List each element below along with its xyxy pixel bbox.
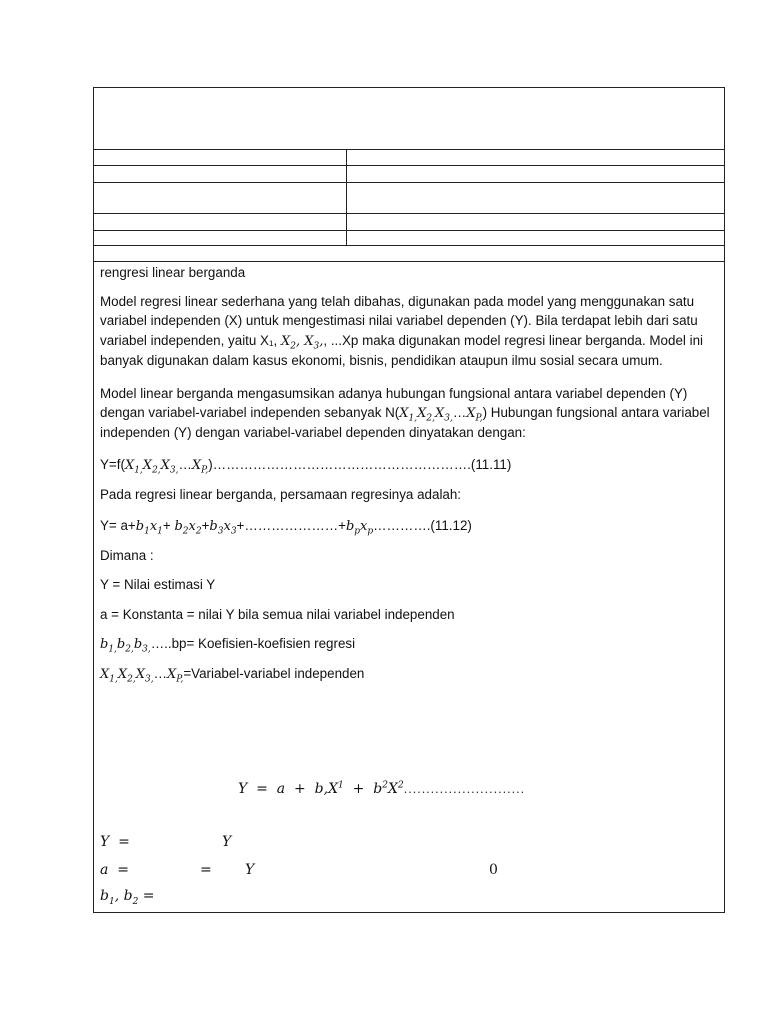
table-rule: [94, 213, 724, 214]
document-body: [100, 263, 716, 684]
table-rule: [94, 149, 724, 150]
definition-a: a = Konstanta = nilai Y bila semua nilai variabel independen: [100, 606, 455, 622]
paragraph-assumption: Model linear berganda mengasumsikan adanya hubungan fungsional antara variabel dependen (Y) dengan variabel-variabel independen sebanyak $N(X_{1,}X_{2,}X_{3,}\dots X_{P,})$ Hubungan fungsional antara variabel independen (Y) dengan variabel-variabel dependen dinyatakan dengan:: [100, 386, 710, 441]
table-rule: [94, 182, 724, 183]
legend-y-value: Y: [222, 834, 232, 850]
table-rule: [94, 245, 724, 246]
legend-a-zero: 0: [489, 862, 498, 878]
equation-11-11: $Y=f(X_{1,}X_{2,}X_{3,}\dots X_{P,})\dots\dots\dots\dots\dots\dots\dots\dots\dots\dots\dots\dots\dots\dots\dots\dots\dots\dots\dots.(11.11)$: [100, 456, 512, 476]
dimana-label: Dimana :: [100, 548, 154, 564]
definition-x: $X_{1,}X_{2,}X_{3,}\dots X_{P,}=Variabel$-variabel independen: [100, 666, 365, 685]
table-rule: [94, 230, 724, 231]
table-column-divider: [346, 149, 347, 245]
definition-y: Y = Nilai estimasi Y: [100, 577, 216, 593]
legend-b-symbol: $b_1$, $b_2$ =: [100, 888, 155, 907]
legend-a-value: Y: [245, 862, 255, 878]
table-rule: [94, 261, 724, 262]
document-frame: [93, 87, 725, 913]
section-heading: rengresi linear berganda: [100, 265, 246, 280]
paragraph-intro: Model regresi linear sederhana yang telah dibahas, digunakan pada model yang menggunakan satu variabel independen (X) untuk mengestimasi nilai variabel dependen (Y). Bila terdapat lebih dari satu variabel independen, yaitu X₁, $X_2$, $X_3$,, ...Xp maka digunakan model regresi linear berganda. Model ini banyak digunakan dalam kasus ekonomi, bisnis, pendidikan ataupun ilmu sosial secara umum.: [100, 294, 703, 368]
legend-y-symbol: Y =: [100, 834, 130, 850]
legend-a-symbol: a =: [100, 862, 129, 878]
equation-11-12: $Y= a+b_1x_1+$ $b_2x_2+b_3x_3+\dots\dots\dots\dots\dots\dots\dots+b_px_p\dots\dots\dots\dots.(11.12)$: [100, 518, 472, 537]
legend-a-equals: =: [200, 862, 212, 878]
paragraph-regression: Pada regresi linear berganda, persamaan regresinya adalah:: [100, 486, 462, 502]
definition-b: $b_{1,}b_{2,}b_{3,}\dots..bp=$ Koefisien-koefisien regresi: [100, 635, 356, 655]
table-rule: [94, 165, 724, 166]
quadratic-equation: $Y = a + b,X^1 + b^2X^2$...........................: [238, 780, 526, 797]
